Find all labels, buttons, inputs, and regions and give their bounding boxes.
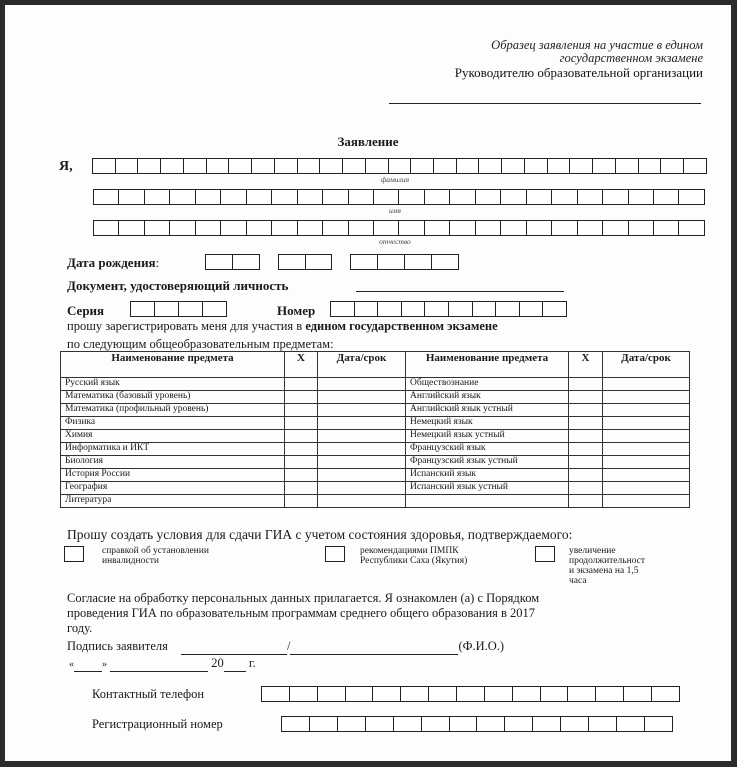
char-box[interactable] bbox=[272, 189, 297, 205]
char-box[interactable] bbox=[389, 158, 412, 174]
mark-cell[interactable] bbox=[569, 430, 603, 443]
mark-cell[interactable] bbox=[569, 495, 603, 508]
option-disability-certificate-label: справкой об установлении инвалидности bbox=[102, 546, 209, 566]
table-row bbox=[61, 482, 690, 495]
char-box[interactable] bbox=[548, 158, 571, 174]
char-box[interactable] bbox=[402, 301, 426, 317]
char-box[interactable] bbox=[207, 158, 230, 174]
mark-cell[interactable] bbox=[285, 378, 318, 391]
char-box[interactable] bbox=[652, 686, 680, 702]
date-cell[interactable] bbox=[603, 430, 690, 443]
col-header-date-right: Дата/срок bbox=[603, 352, 690, 378]
char-box[interactable] bbox=[320, 158, 343, 174]
char-box[interactable] bbox=[298, 189, 323, 205]
mark-cell[interactable] bbox=[569, 378, 603, 391]
char-box[interactable] bbox=[568, 686, 596, 702]
char-box[interactable] bbox=[206, 254, 233, 270]
char-box[interactable] bbox=[639, 158, 662, 174]
subject-name-cell: Математика (базовый уровень) bbox=[61, 391, 285, 404]
char-box[interactable] bbox=[513, 686, 541, 702]
mark-cell[interactable] bbox=[285, 417, 318, 430]
char-box[interactable] bbox=[617, 716, 645, 732]
char-box[interactable] bbox=[306, 254, 333, 270]
char-box[interactable] bbox=[485, 686, 513, 702]
char-box[interactable] bbox=[155, 301, 179, 317]
char-box[interactable] bbox=[196, 220, 221, 236]
subject-name-cell bbox=[406, 495, 569, 508]
subject-name-cell: Информатика и ИКТ bbox=[61, 443, 285, 456]
char-box[interactable] bbox=[525, 158, 548, 174]
char-box[interactable] bbox=[405, 254, 432, 270]
application-form-page bbox=[5, 5, 731, 761]
name-boxes[interactable] bbox=[93, 189, 705, 205]
mark-cell[interactable] bbox=[285, 456, 318, 469]
mark-cell[interactable] bbox=[569, 391, 603, 404]
number-boxes[interactable] bbox=[330, 301, 567, 317]
char-box[interactable] bbox=[552, 220, 577, 236]
date-cell[interactable] bbox=[318, 443, 406, 456]
table-row bbox=[61, 456, 690, 469]
name-caption: имя bbox=[388, 206, 402, 215]
table-row bbox=[61, 443, 690, 456]
char-box[interactable] bbox=[221, 220, 246, 236]
char-box[interactable] bbox=[229, 158, 252, 174]
date-cell[interactable] bbox=[318, 430, 406, 443]
mark-cell[interactable] bbox=[285, 469, 318, 482]
char-box[interactable] bbox=[161, 158, 184, 174]
char-box[interactable] bbox=[170, 220, 195, 236]
char-box[interactable] bbox=[378, 301, 402, 317]
recipient-line: Руководителю образовательной организации bbox=[454, 65, 703, 80]
birth-year-boxes[interactable] bbox=[350, 254, 459, 270]
reg-number-boxes[interactable] bbox=[281, 716, 673, 732]
month-field[interactable] bbox=[110, 656, 208, 672]
subject-name-cell: Французский язык bbox=[406, 443, 569, 456]
subject-name-cell: Немецкий язык устный bbox=[406, 430, 569, 443]
char-box[interactable] bbox=[221, 189, 246, 205]
subject-name-cell: Английский язык bbox=[406, 391, 569, 404]
char-box[interactable] bbox=[527, 220, 552, 236]
char-box[interactable] bbox=[262, 686, 290, 702]
char-box[interactable] bbox=[366, 716, 394, 732]
subject-name-cell: Биология bbox=[61, 456, 285, 469]
char-box[interactable] bbox=[351, 254, 378, 270]
char-box[interactable] bbox=[374, 189, 399, 205]
char-box[interactable] bbox=[450, 189, 475, 205]
char-box[interactable] bbox=[645, 716, 673, 732]
char-box[interactable] bbox=[501, 189, 526, 205]
char-box[interactable] bbox=[411, 158, 434, 174]
char-box[interactable] bbox=[233, 254, 260, 270]
char-box[interactable] bbox=[477, 716, 505, 732]
mark-cell[interactable] bbox=[569, 443, 603, 456]
subject-name-cell: Обществознание bbox=[406, 378, 569, 391]
char-box[interactable] bbox=[290, 686, 318, 702]
recipient-name-field[interactable] bbox=[389, 103, 701, 104]
char-box[interactable] bbox=[399, 220, 424, 236]
table-row bbox=[61, 378, 690, 391]
subject-name-cell: Испанский язык bbox=[406, 469, 569, 482]
col-header-mark-right: Х bbox=[569, 352, 603, 378]
date-cell[interactable] bbox=[603, 391, 690, 404]
subject-name-cell: Английский язык устный bbox=[406, 404, 569, 417]
char-box[interactable] bbox=[252, 158, 275, 174]
char-box[interactable] bbox=[589, 716, 617, 732]
col-header-date-left: Дата/срок bbox=[318, 352, 406, 378]
surname-boxes[interactable] bbox=[92, 158, 707, 174]
id-document-label: Документ, удостоверяющий личность bbox=[67, 278, 289, 293]
char-box[interactable] bbox=[505, 716, 533, 732]
char-box[interactable] bbox=[331, 301, 355, 317]
mark-cell[interactable] bbox=[569, 417, 603, 430]
char-box[interactable] bbox=[394, 716, 422, 732]
table-row bbox=[61, 495, 690, 508]
char-box[interactable] bbox=[496, 301, 520, 317]
table-row bbox=[61, 417, 690, 430]
char-box[interactable] bbox=[654, 220, 679, 236]
char-box[interactable] bbox=[355, 301, 379, 317]
consent-text: Согласие на обработку персональных данных прилагается. Я ознакомлен (а) с Порядком проведения ГИА по образовательным программам среднего общего образования в 2017 году. bbox=[67, 591, 540, 635]
patronymic-caption: отчество bbox=[379, 237, 411, 246]
char-box[interactable] bbox=[479, 158, 502, 174]
char-box[interactable] bbox=[425, 220, 450, 236]
request-text: прошу зарегистрировать меня для участия в едином государственном экзамене bbox=[67, 319, 498, 333]
sample-note-line1: Образец заявления на участие в едином bbox=[491, 38, 703, 52]
col-header-subject-right: Наименование предмета bbox=[406, 352, 569, 378]
char-box[interactable] bbox=[247, 189, 272, 205]
char-box[interactable] bbox=[578, 189, 603, 205]
surname-caption: фамилия bbox=[380, 175, 410, 184]
char-box[interactable] bbox=[578, 220, 603, 236]
char-box[interactable] bbox=[629, 189, 654, 205]
char-box[interactable] bbox=[476, 189, 501, 205]
char-box[interactable] bbox=[425, 301, 449, 317]
char-box[interactable] bbox=[378, 254, 405, 270]
char-box[interactable] bbox=[323, 189, 348, 205]
char-box[interactable] bbox=[338, 716, 366, 732]
birth-month-boxes[interactable] bbox=[278, 254, 332, 270]
date-cell[interactable] bbox=[318, 378, 406, 391]
i-label: Я, bbox=[59, 159, 73, 174]
mark-cell[interactable] bbox=[285, 495, 318, 508]
date-cell[interactable] bbox=[603, 443, 690, 456]
series-boxes[interactable] bbox=[130, 301, 227, 317]
table-row bbox=[61, 430, 690, 443]
date-cell[interactable] bbox=[603, 469, 690, 482]
sample-note-line2: государственном экзамене bbox=[559, 51, 703, 65]
checkbox-extended-duration[interactable] bbox=[535, 546, 555, 562]
char-box[interactable] bbox=[131, 301, 155, 317]
subject-name-cell: Русский язык bbox=[61, 378, 285, 391]
char-box[interactable] bbox=[179, 301, 203, 317]
char-box[interactable] bbox=[298, 220, 323, 236]
date-cell[interactable] bbox=[318, 404, 406, 417]
char-box[interactable] bbox=[94, 189, 119, 205]
char-box[interactable] bbox=[422, 716, 450, 732]
subject-name-cell: Литература bbox=[61, 495, 285, 508]
char-box[interactable] bbox=[429, 686, 457, 702]
char-box[interactable] bbox=[349, 189, 374, 205]
number-label: Номер bbox=[277, 303, 316, 318]
char-box[interactable] bbox=[184, 158, 207, 174]
date-cell[interactable] bbox=[603, 404, 690, 417]
phone-label: Контактный телефон bbox=[92, 687, 205, 701]
char-box[interactable] bbox=[310, 716, 338, 732]
date-cell[interactable] bbox=[318, 456, 406, 469]
char-box[interactable] bbox=[501, 220, 526, 236]
char-box[interactable] bbox=[434, 158, 457, 174]
char-box[interactable] bbox=[275, 158, 298, 174]
subject-name-cell: Испанский язык устный bbox=[406, 482, 569, 495]
char-box[interactable] bbox=[629, 220, 654, 236]
char-box[interactable] bbox=[520, 301, 544, 317]
birth-date-label: Дата рождения: bbox=[67, 255, 160, 270]
date-cell[interactable] bbox=[603, 495, 690, 508]
char-box[interactable] bbox=[94, 220, 119, 236]
char-box[interactable] bbox=[279, 254, 306, 270]
subject-name-cell: Физика bbox=[61, 417, 285, 430]
date-line: « » 20 г. bbox=[69, 656, 256, 670]
char-box[interactable] bbox=[196, 189, 221, 205]
char-box[interactable] bbox=[119, 220, 144, 236]
mark-cell[interactable] bbox=[285, 443, 318, 456]
char-box[interactable] bbox=[318, 686, 346, 702]
date-cell[interactable] bbox=[318, 469, 406, 482]
subject-name-cell: География bbox=[61, 482, 285, 495]
char-box[interactable] bbox=[527, 189, 552, 205]
char-box[interactable] bbox=[170, 189, 195, 205]
char-box[interactable] bbox=[425, 189, 450, 205]
reg-number-label: Регистрационный номер bbox=[92, 717, 223, 731]
char-box[interactable] bbox=[450, 716, 478, 732]
date-cell[interactable] bbox=[318, 391, 406, 404]
char-box[interactable] bbox=[366, 158, 389, 174]
conditions-intro: Прошу создать условия для сдачи ГИА с учетом состояния здоровья, подтверждаемого: bbox=[67, 527, 573, 542]
char-box[interactable] bbox=[679, 189, 704, 205]
char-box[interactable] bbox=[374, 220, 399, 236]
date-cell[interactable] bbox=[603, 456, 690, 469]
checkbox-pmpk-recommendations[interactable] bbox=[325, 546, 345, 562]
mark-cell[interactable] bbox=[569, 482, 603, 495]
char-box[interactable] bbox=[346, 686, 374, 702]
mark-cell[interactable] bbox=[569, 469, 603, 482]
char-box[interactable] bbox=[603, 220, 628, 236]
char-box[interactable] bbox=[247, 220, 272, 236]
char-box[interactable] bbox=[624, 686, 652, 702]
char-box[interactable] bbox=[593, 158, 616, 174]
char-box[interactable] bbox=[116, 158, 139, 174]
char-box[interactable] bbox=[138, 158, 161, 174]
mark-cell[interactable] bbox=[285, 430, 318, 443]
char-box[interactable] bbox=[449, 301, 473, 317]
table-row bbox=[61, 469, 690, 482]
signature-label: Подпись заявителя bbox=[67, 639, 168, 653]
subject-name-cell: Немецкий язык bbox=[406, 417, 569, 430]
mark-cell[interactable] bbox=[569, 456, 603, 469]
char-box[interactable] bbox=[282, 716, 310, 732]
form-title: Заявление bbox=[337, 134, 399, 149]
date-cell[interactable] bbox=[603, 378, 690, 391]
date-cell[interactable] bbox=[318, 495, 406, 508]
date-cell[interactable] bbox=[603, 482, 690, 495]
char-box[interactable] bbox=[596, 686, 624, 702]
char-box[interactable] bbox=[145, 189, 170, 205]
char-box[interactable] bbox=[203, 301, 227, 317]
char-box[interactable] bbox=[373, 686, 401, 702]
char-box[interactable] bbox=[349, 220, 374, 236]
checkbox-disability-certificate[interactable] bbox=[64, 546, 84, 562]
char-box[interactable] bbox=[661, 158, 684, 174]
char-box[interactable] bbox=[502, 158, 525, 174]
col-header-subject-left: Наименование предмета bbox=[61, 352, 285, 378]
char-box[interactable] bbox=[679, 220, 704, 236]
char-box[interactable] bbox=[570, 158, 593, 174]
date-cell[interactable] bbox=[318, 417, 406, 430]
char-box[interactable] bbox=[145, 220, 170, 236]
date-cell[interactable] bbox=[318, 482, 406, 495]
char-box[interactable] bbox=[450, 220, 475, 236]
subject-name-cell: История России bbox=[61, 469, 285, 482]
char-box[interactable] bbox=[399, 189, 424, 205]
subject-name-cell: Математика (профильный уровень) bbox=[61, 404, 285, 417]
birth-day-boxes[interactable] bbox=[205, 254, 260, 270]
char-box[interactable] bbox=[616, 158, 639, 174]
char-box[interactable] bbox=[654, 189, 679, 205]
char-box[interactable] bbox=[543, 301, 567, 317]
char-box[interactable] bbox=[119, 189, 144, 205]
char-box[interactable] bbox=[432, 254, 459, 270]
phone-boxes[interactable] bbox=[261, 686, 680, 702]
subjects-intro: по следующим общеобразовательным предметам: bbox=[67, 337, 334, 351]
series-label: Серия bbox=[67, 303, 105, 318]
table-row bbox=[61, 391, 690, 404]
mark-cell[interactable] bbox=[569, 404, 603, 417]
char-box[interactable] bbox=[473, 301, 497, 317]
char-box[interactable] bbox=[323, 220, 348, 236]
char-box[interactable] bbox=[561, 716, 589, 732]
subject-name-cell: Химия bbox=[61, 430, 285, 443]
char-box[interactable] bbox=[457, 686, 485, 702]
subjects-table bbox=[60, 351, 690, 508]
char-box[interactable] bbox=[684, 158, 707, 174]
char-box[interactable] bbox=[541, 686, 569, 702]
char-box[interactable] bbox=[457, 158, 480, 174]
option-pmpk-label: рекомендациями ПМПК Республики Саха (Якутия) bbox=[360, 546, 468, 566]
char-box[interactable] bbox=[476, 220, 501, 236]
patronymic-boxes[interactable] bbox=[93, 220, 705, 236]
col-header-mark-left: Х bbox=[285, 352, 318, 378]
char-box[interactable] bbox=[343, 158, 366, 174]
mark-cell[interactable] bbox=[285, 482, 318, 495]
char-box[interactable] bbox=[93, 158, 116, 174]
id-document-field[interactable] bbox=[356, 291, 564, 292]
table-row bbox=[61, 404, 690, 417]
char-box[interactable] bbox=[533, 716, 561, 732]
signature-field[interactable] bbox=[181, 639, 287, 655]
year-field[interactable] bbox=[224, 656, 246, 672]
option-extended-duration-label: увеличение продолжительност и экзамена на 1,5 часа bbox=[569, 546, 646, 586]
mark-cell[interactable] bbox=[285, 404, 318, 417]
subject-name-cell: Французский язык устный bbox=[406, 456, 569, 469]
day-field[interactable] bbox=[74, 656, 102, 672]
char-box[interactable] bbox=[552, 189, 577, 205]
char-box[interactable] bbox=[272, 220, 297, 236]
char-box[interactable] bbox=[298, 158, 321, 174]
signature-line: Подпись заявителя / (Ф.И.О.) bbox=[67, 639, 505, 653]
char-box[interactable] bbox=[401, 686, 429, 702]
mark-cell[interactable] bbox=[285, 391, 318, 404]
char-box[interactable] bbox=[603, 189, 628, 205]
date-cell[interactable] bbox=[603, 417, 690, 430]
fio-field[interactable] bbox=[290, 639, 458, 655]
